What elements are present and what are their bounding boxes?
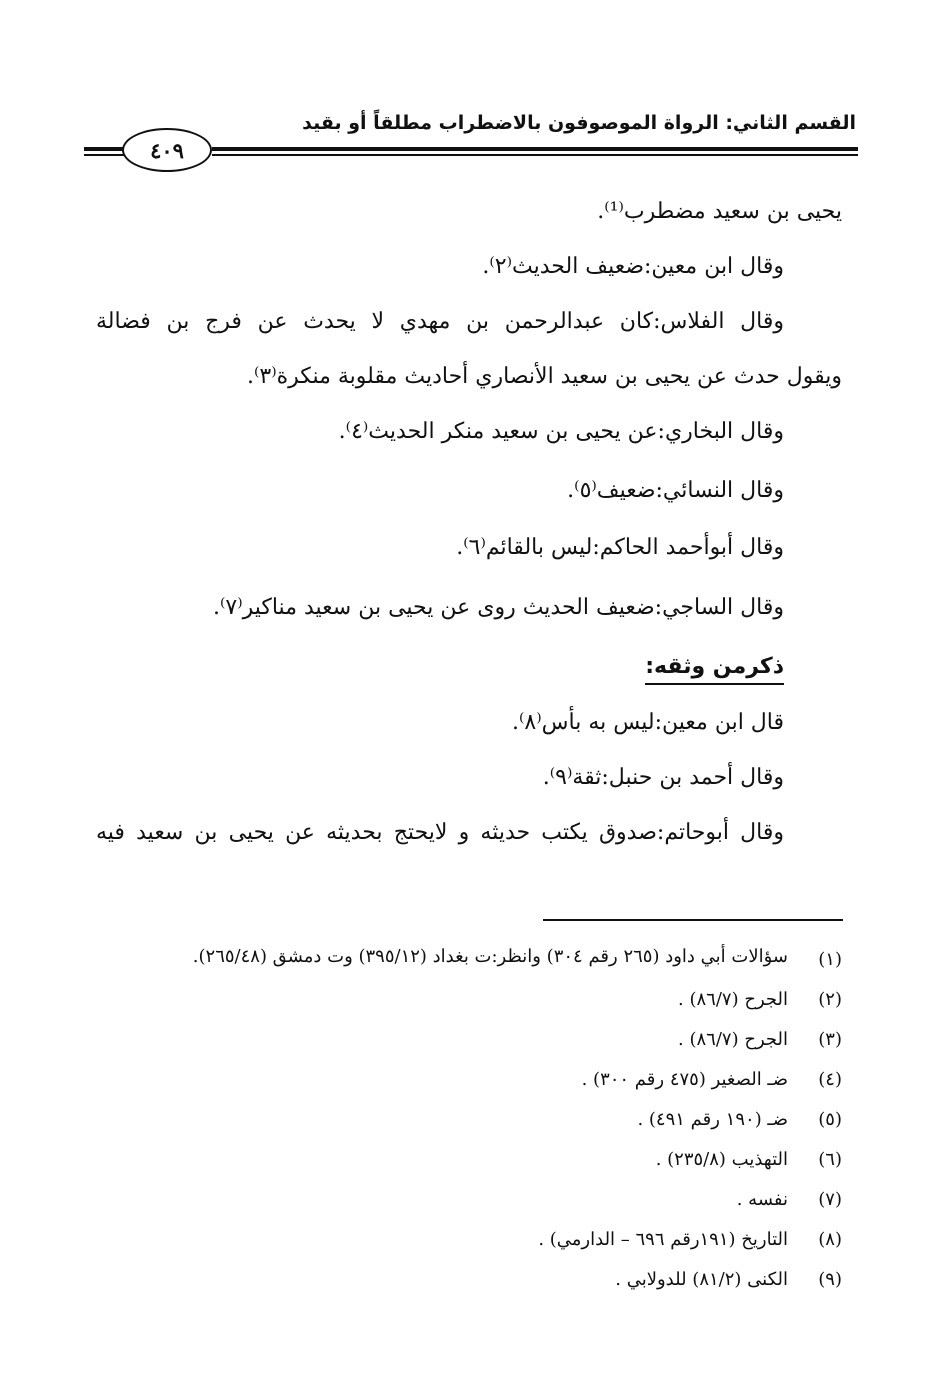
footnote-number: (٣)	[818, 1029, 842, 1050]
footnote-number: (١)	[818, 949, 842, 970]
body-line: وقال أبوحاتم:صدوق يكتب حديثه و لايحتج بحديثه عن يحيى بن سعيد فيه	[96, 820, 784, 845]
footnote-text: ضـ (١٩٠ رقم ٤٩١) .	[637, 1109, 788, 1130]
footnote-text: نفسه .	[736, 1189, 788, 1210]
footnote-separator	[543, 919, 843, 921]
running-header-title: القسم الثاني: الرواة الموصوفون بالاضطراب مطلقاً أو بقيد	[302, 112, 856, 134]
footnote-number: (٩)	[818, 1269, 842, 1290]
footnotes	[82, 940, 842, 1300]
footnote-text: سؤالات أبي داود (٢٦٥ رقم ٣٠٤) وانظر:ت بغداد (٣٩٥/١٢) وت دمشق (٢٦٥/٤٨).	[192, 946, 788, 967]
footnote-item	[82, 1060, 842, 1100]
body-line: وقال ابن معين:ضعيف الحديث⁽٢⁾.	[482, 254, 784, 279]
footnote-text: ضـ الصغير (٤٧٥ رقم ٣٠٠) .	[581, 1069, 788, 1090]
header-rule-short	[84, 147, 124, 156]
body-line: وقال الساجي:ضعيف الحديث روى عن يحيى بن سعيد مناكير⁽٧⁾.	[212, 595, 784, 620]
body-line: ويقول حدث عن يحيى بن سعيد الأنصاري أحاديث مقلوبة منكرة⁽٣⁾.	[247, 364, 842, 389]
footnote-item	[82, 1180, 842, 1220]
footnote-text: الجرح (٨٦/٧) .	[678, 1029, 788, 1050]
section-heading: ذكرمن وثقه:	[645, 654, 784, 685]
footnote-item	[82, 1140, 842, 1180]
body-line: وقال أبوأحمد الحاكم:ليس بالقائم⁽٦⁾.	[456, 535, 784, 560]
footnote-text: التهذيب (٢٣٥/٨) .	[655, 1149, 788, 1170]
footnote-number: (٤)	[818, 1069, 842, 1090]
footnote-item	[82, 940, 842, 980]
body-line: وقال النسائي:ضعيف⁽٥⁾.	[567, 478, 784, 503]
footnote-item	[82, 1220, 842, 1260]
footnote-number: (٧)	[818, 1189, 842, 1210]
footnote-number: (٥)	[818, 1109, 842, 1130]
footnote-number: (٨)	[818, 1229, 842, 1250]
footnote-item	[82, 980, 842, 1020]
footnote-text: التاريخ (١٩١رقم ٦٩٦ – الدارمي) .	[538, 1229, 788, 1250]
footnote-item	[82, 1020, 842, 1060]
body-line: وقال أحمد بن حنبل:ثقة⁽٩⁾.	[542, 765, 784, 790]
footnote-item	[82, 1260, 842, 1300]
footnote-text: الجرح (٨٦/٧) .	[678, 989, 788, 1010]
footnote-text: الكنى (٨١/٢) للدولابي .	[615, 1269, 788, 1290]
header-rule	[212, 147, 858, 156]
footnote-number: (٦)	[818, 1149, 842, 1170]
body-line: يحيى بن سعيد مضطرب⁽¹⁾.	[597, 199, 842, 224]
page-number: ٤٠٩	[122, 128, 212, 172]
body-line: قال ابن معين:ليس به بأس⁽٨⁾.	[512, 710, 784, 735]
body-line: وقال الفلاس:كان عبدالرحمن بن مهدي لا يحدث عن فرج بن فضالة	[96, 309, 784, 334]
footnote-number: (٢)	[818, 989, 842, 1010]
footnote-item	[82, 1100, 842, 1140]
body-line: وقال البخاري:عن يحيى بن سعيد منكر الحديث⁽٤⁾.	[338, 419, 784, 444]
